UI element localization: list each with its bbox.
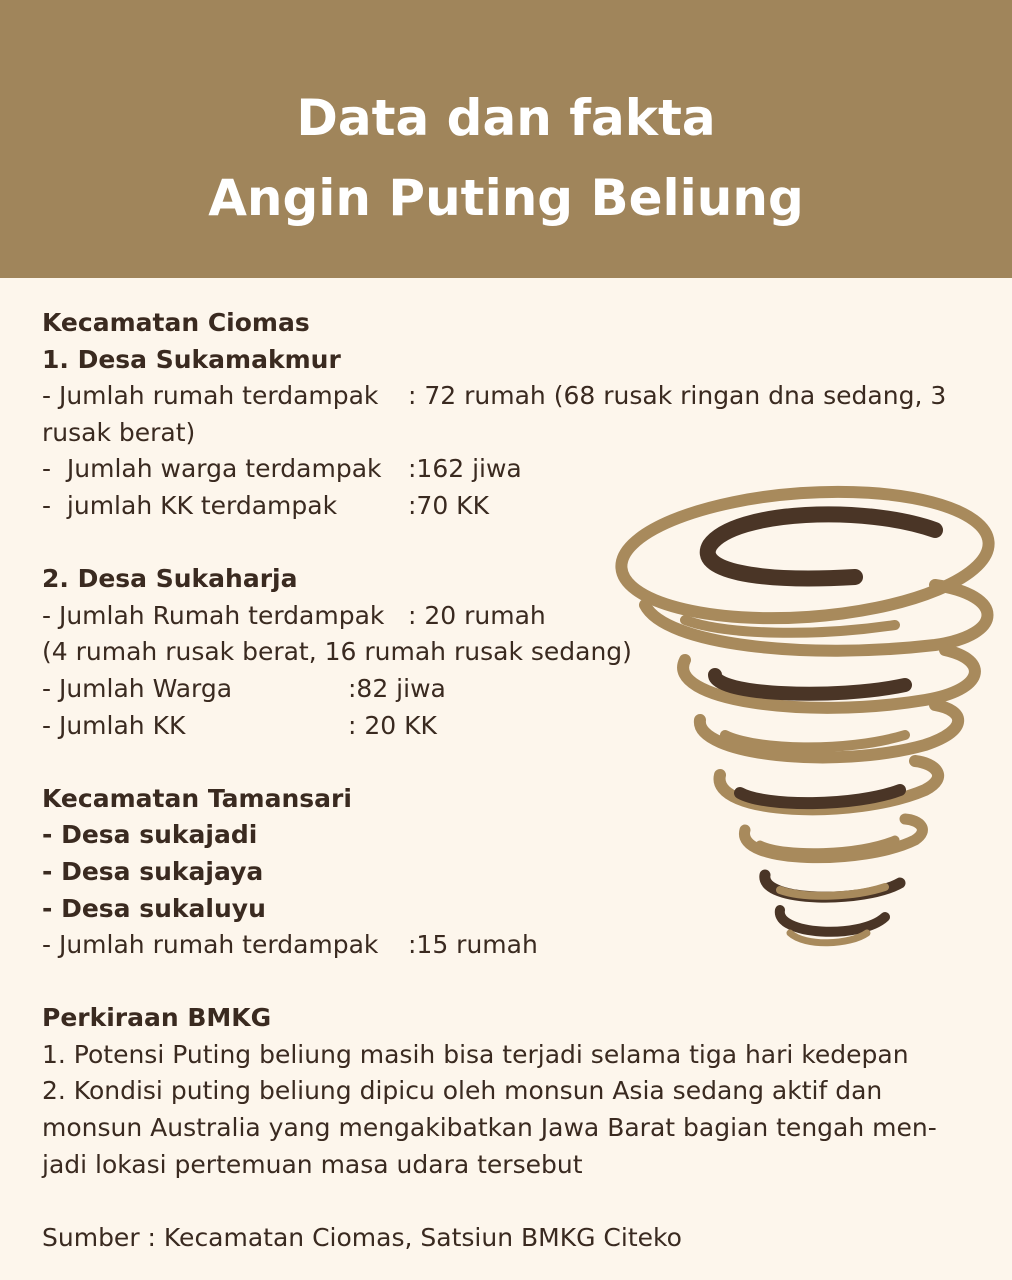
sukamakmur-warga-value: :162 jiwa (408, 454, 522, 484)
sukamakmur-rumah-row (42, 378, 972, 415)
sukamakmur-kk-value: :70 KK (408, 490, 489, 520)
sukaharja-rumah-label: - Jumlah Rumah terdampak (42, 600, 385, 630)
desa-sukaharja-heading: 2. Desa Sukaharja (42, 564, 298, 594)
sukamakmur-rumah-value: : 72 rumah (68 rusak ringan dna sedang, 3 (408, 381, 947, 411)
title-line-2: Angin Puting Beliung (208, 169, 804, 227)
sukaharja-kk-label: - Jumlah KK (42, 710, 186, 740)
tamansari-rumah-label: - Jumlah rumah terdampak (42, 930, 379, 960)
spacer (42, 964, 972, 1001)
source-note: Sumber : Kecamatan Ciomas, Satsiun BMKG Citeko (42, 1222, 682, 1252)
sukaharja-warga-value: :82 jiwa (348, 673, 446, 703)
sukamakmur-rumah-label: - Jumlah rumah terdampak (42, 381, 379, 411)
bmkg-heading: Perkiraan BMKG (42, 1003, 272, 1033)
header-banner (0, 0, 1012, 278)
village-item: - Desa sukaluyu (42, 893, 266, 923)
bmkg-point-2-line-2: monsun Australia yang mengakibatkan Jawa Barat bagian tengah men- (42, 1113, 937, 1143)
sukaharja-warga-label: - Jumlah Warga (42, 673, 233, 703)
page-title (0, 78, 1012, 238)
sukaharja-rumah-detail: (4 rumah rusak berat, 16 rumah rusak sedang) (42, 637, 632, 667)
bmkg-point-1: 1. Potensi Puting beliung masih bisa terjadi selama tiga hari kedepan (42, 1039, 909, 1069)
tamansari-rumah-value: :15 rumah (408, 930, 538, 960)
village-item: - Desa sukajaya (42, 856, 264, 886)
sukamakmur-warga-row (42, 451, 972, 488)
tornado-icon (605, 485, 1000, 960)
desa-sukamakmur-heading: 1. Desa Sukamakmur (42, 344, 341, 374)
bmkg-point-2-line-1: 2. Kondisi puting beliung dipicu oleh monsun Asia sedang aktif dan (42, 1076, 883, 1106)
tamansari-heading: Kecamatan Tamansari (42, 783, 352, 813)
sukamakmur-rumah-continuation: rusak berat) (42, 417, 196, 447)
sukamakmur-warga-label: - Jumlah warga terdampak (42, 454, 382, 484)
ciomas-heading: Kecamatan Ciomas (42, 308, 310, 337)
spacer (42, 1183, 972, 1220)
village-item: - Desa sukajadi (42, 820, 258, 850)
bmkg-point-2-line-3: jadi lokasi pertemuan masa udara tersebut (42, 1149, 583, 1179)
sukaharja-rumah-value: : 20 rumah (408, 600, 546, 630)
sukaharja-kk-value: : 20 KK (348, 710, 437, 740)
title-line-1: Data dan fakta (296, 89, 716, 147)
sukamakmur-kk-label: - jumlah KK terdampak (42, 490, 338, 520)
